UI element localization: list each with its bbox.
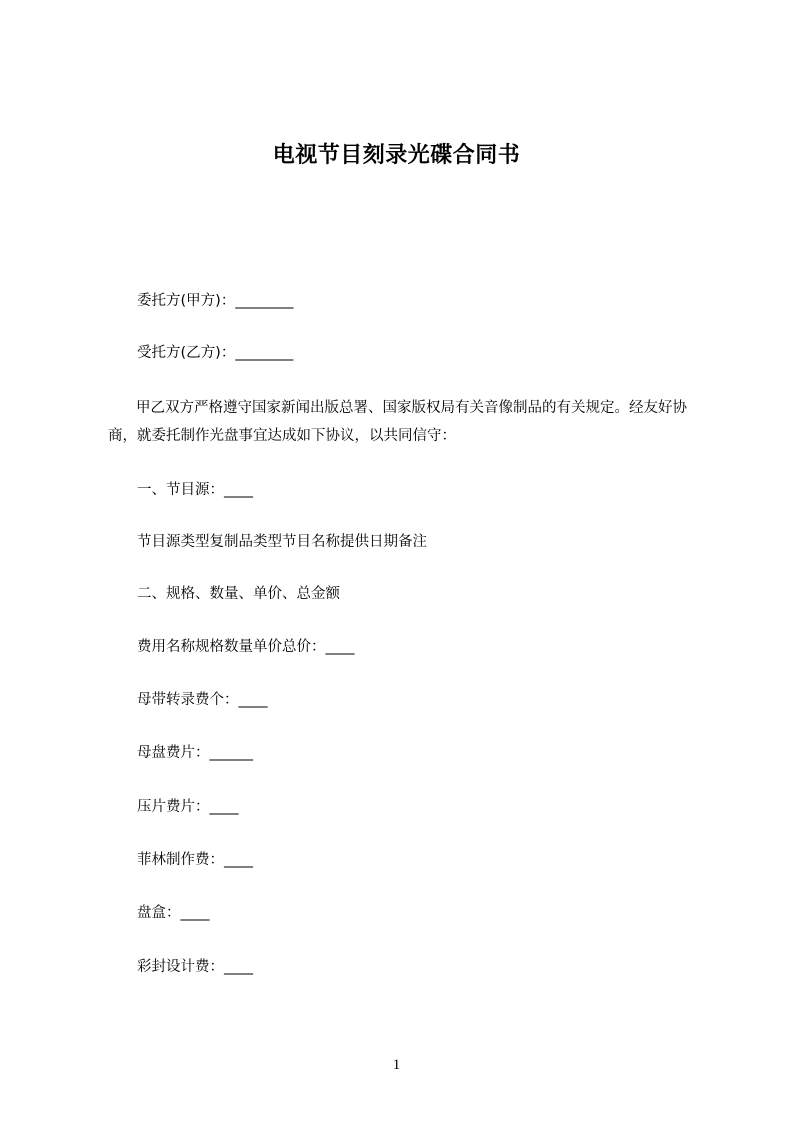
document-title: 电视节目刻录光碟合同书: [272, 143, 521, 168]
section-film-fee: 菲林制作费：____: [137, 852, 253, 868]
section-disc-case: 盘盒：____: [137, 905, 210, 921]
party-a-line: 委托方(甲方)：________: [137, 293, 294, 309]
section-pressing-fee: 压片费片：____: [137, 799, 239, 815]
section-specs-heading: 二、规格、数量、单价、总金额: [137, 586, 340, 602]
section-program-source: 一、节目源：____: [137, 482, 253, 498]
section-master-disc-fee: 母盘费片：______: [137, 745, 253, 761]
section-cover-design-fee: 彩封设计费：____: [137, 959, 253, 975]
intro-paragraph: 甲乙双方严格遵守国家新闻出版总署、国家版权局有关音像制品的有关规定。经友好协商，就委托制作光盘事宜达成如下协议，以共同信守：: [108, 400, 687, 444]
page-number: 1: [392, 1057, 401, 1073]
party-b-line: 受托方(乙方)：________: [137, 345, 294, 361]
section-source-table-header: 节目源类型复制品类型节目名称提供日期备注: [137, 534, 427, 550]
section-master-tape-fee: 母带转录费个：____: [137, 692, 268, 708]
section-fee-header: 费用名称规格数量单价总价：____: [137, 639, 355, 655]
